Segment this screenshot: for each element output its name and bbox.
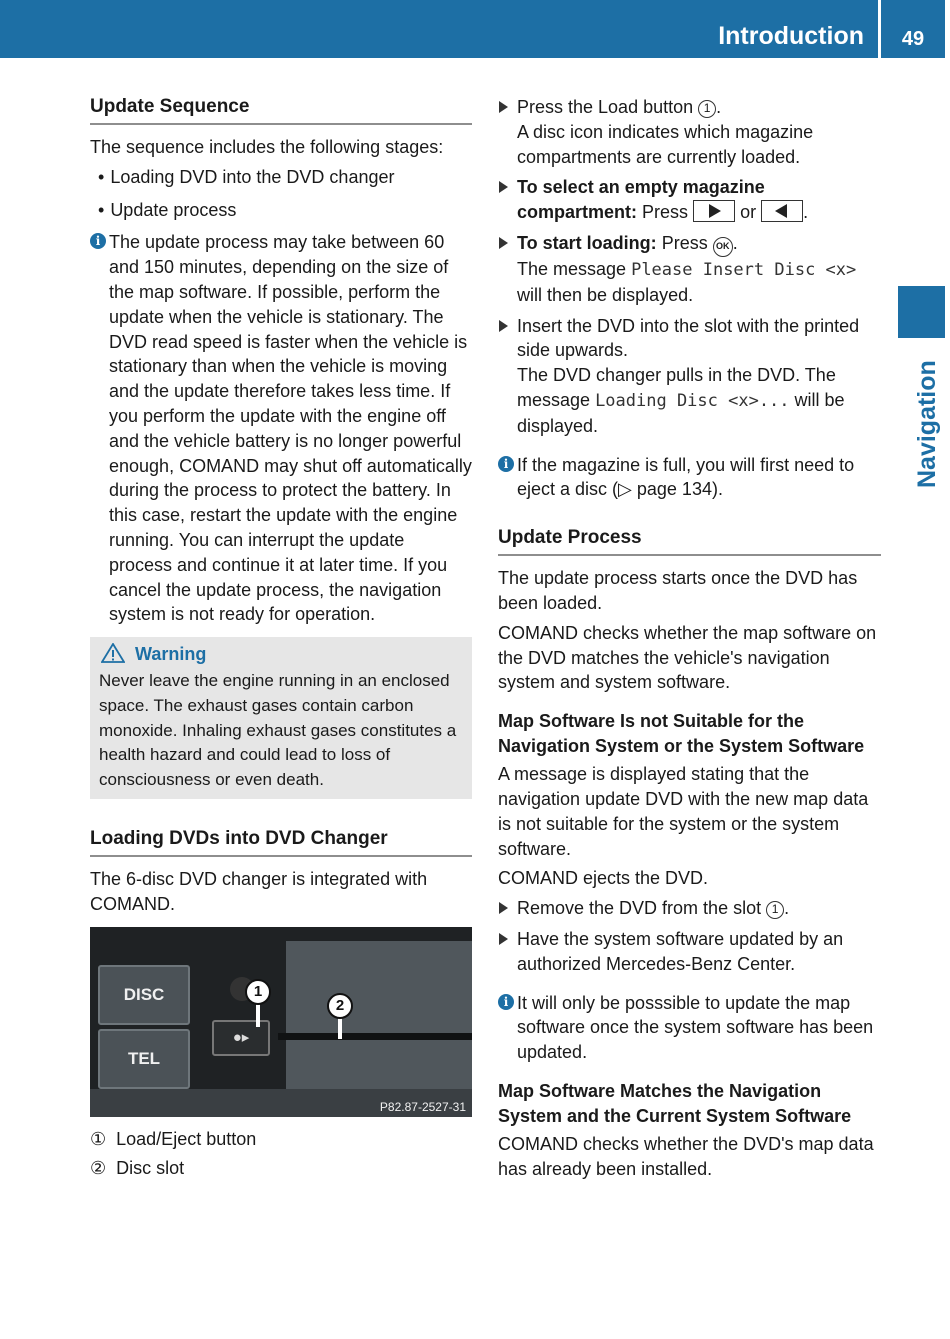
callout-line-1 xyxy=(256,1003,260,1027)
paragraph: A message is displayed stating that the navigation update DVD with the new map data is not suitable for the system or the system software. xyxy=(498,764,869,859)
heading-update-sequence: Update Sequence xyxy=(90,95,472,125)
sequence-intro: The sequence includes the following stages: xyxy=(90,137,444,157)
warning-title: Warning xyxy=(135,644,207,665)
info-note xyxy=(498,453,881,503)
step-text: or xyxy=(740,202,757,223)
step-text: Have the system software updated by an authorized Mercedes-Benz Center. xyxy=(517,928,844,974)
step-press-load xyxy=(498,95,881,169)
list-item-text: Update process xyxy=(110,199,237,220)
step-text: . xyxy=(784,898,790,919)
ok-button-icon: OK xyxy=(713,237,733,257)
legend-text: Load/Eject button xyxy=(116,1128,257,1149)
list-item: • Loading DVD into the DVD changer xyxy=(98,166,395,187)
page-number: 49 xyxy=(901,28,925,50)
legend-number: ② xyxy=(90,1158,107,1179)
paragraph: COMAND checks whether the map software on the DVD matches the vehicle's navigation system and system software. xyxy=(498,622,877,693)
info-note xyxy=(90,230,472,627)
left-arrow-key-icon xyxy=(761,200,803,222)
paragraph: The update process starts once the DVD has been loaded. xyxy=(498,568,858,613)
callout-1: 1 xyxy=(245,979,271,1005)
step-note: will be displayed. xyxy=(517,389,845,436)
step-remove-dvd xyxy=(498,896,881,921)
step-arrow-icon xyxy=(499,320,508,332)
figure-tel-button: TEL xyxy=(98,1029,190,1089)
step-text: The message xyxy=(517,258,627,279)
list-item: • Update process xyxy=(98,199,237,220)
info-icon: i xyxy=(498,994,514,1010)
warning-title-row xyxy=(99,642,463,667)
figure-disc-slot xyxy=(278,1033,472,1040)
heading-not-suitable: Map Software Is not Suitable for the Navigation System or the System Software xyxy=(498,711,865,757)
info-note xyxy=(498,991,881,1065)
step-arrow-icon xyxy=(499,237,508,249)
dvd-changer-figure xyxy=(90,927,472,1117)
paragraph: COMAND checks whether the DVD's map data has already been installed. xyxy=(498,1133,874,1179)
step-text: Remove the DVD from the slot xyxy=(517,898,762,919)
header-divider xyxy=(878,0,881,58)
info-icon: i xyxy=(498,456,514,472)
list-item-text: Loading DVD into the DVD changer xyxy=(110,166,395,187)
info-text: It will only be posssible to update the map software once the system software has been updated. xyxy=(517,992,874,1063)
step-arrow-icon xyxy=(499,181,508,193)
warning-text: Never leave the engine running in an enclosed space. The exhaust gases contain carbon monoxide. Inhaling exhaust gases constitutes a health hazard and could lead to loss of consciousness or even death. xyxy=(99,670,457,790)
page-section-title: Introduction xyxy=(718,22,864,50)
callout-ref: 1 xyxy=(766,901,784,919)
callout-line-2 xyxy=(338,1017,342,1039)
paragraph: COMAND ejects the DVD. xyxy=(498,868,709,889)
heading-update-process: Update Process xyxy=(498,526,881,556)
step-bold-text: To select an empty magazine compartment: xyxy=(517,177,765,223)
legend-item xyxy=(90,1127,472,1152)
step-text: Press xyxy=(642,202,689,223)
figure-code: P82.87-2527-31 xyxy=(379,1099,466,1114)
step-insert-dvd xyxy=(498,314,881,439)
step-text: Press the Load button xyxy=(517,97,694,117)
step-note: The DVD changer pulls in the DVD. The message xyxy=(517,365,836,410)
legend-item xyxy=(90,1156,472,1181)
figure-legend xyxy=(90,1127,472,1182)
heading-matches: Map Software Matches the Navigation System and the Current System Software xyxy=(498,1080,852,1126)
right-arrow-key-icon xyxy=(693,200,735,222)
legend-number: ① xyxy=(90,1128,107,1149)
callout-2: 2 xyxy=(327,993,353,1019)
step-arrow-icon xyxy=(499,902,508,914)
step-arrow-icon xyxy=(499,933,508,945)
step-have-updated xyxy=(498,927,881,977)
callout-ref: 1 xyxy=(698,100,716,118)
step-text: Insert the DVD into the slot with the printed side upwards. xyxy=(517,315,860,361)
display-message: Loading Disc <x>... xyxy=(595,390,790,411)
info-text: The update process may take between 60 and 150 minutes, depending on the size of the map software. If possible, perform the update when the vehicle is stationary. The DVD read speed is faster when the vehicle is stationary than when the vehicle is moving and the update therefore takes less time. If you perform the update with the engine off and the vehicle battery is no longer powerful enough, COMAND may shut off automatically during the process to protect the battery. In this case, restart the update with the engine running. You can interrupt the update process and continue it at later time. If you cancel the update process, the navigation system is not ready for operation. xyxy=(109,232,472,625)
warning-triangle-icon xyxy=(101,643,125,663)
chapter-label: Navigation xyxy=(913,360,941,488)
step-start-loading: To start loading: Press OK . The message Please Insert Disc <x> will then be displayed. xyxy=(498,231,881,308)
figure-disc-button: DISC xyxy=(98,965,190,1025)
step-bold-text: To start loading: xyxy=(517,232,657,253)
heading-loading-dvds: Loading DVDs into DVD Changer xyxy=(90,827,472,857)
warning-box xyxy=(90,637,472,799)
step-note: A disc icon indicates which magazine compartments are currently loaded. xyxy=(517,121,814,167)
right-column xyxy=(498,95,881,1187)
info-icon: i xyxy=(90,233,106,249)
display-message: Please Insert Disc <x> xyxy=(631,259,857,280)
step-text: Press xyxy=(661,232,708,253)
step-text: . xyxy=(716,97,722,117)
step-arrow-icon xyxy=(499,101,508,113)
step-select-compartment: To select an empty magazine compartment: Press or . xyxy=(498,175,881,225)
chapter-tab xyxy=(898,286,945,338)
left-column xyxy=(90,95,472,1186)
step-text: will then be displayed. xyxy=(517,284,694,305)
info-text: If the magazine is full, you will first need to eject a disc (▷ page 134). xyxy=(517,454,855,500)
legend-text: Disc slot xyxy=(116,1158,185,1179)
figure-load-eject-button: ●▸ xyxy=(212,1020,270,1056)
loading-intro: The 6-disc DVD changer is integrated with COMAND. xyxy=(90,868,428,914)
